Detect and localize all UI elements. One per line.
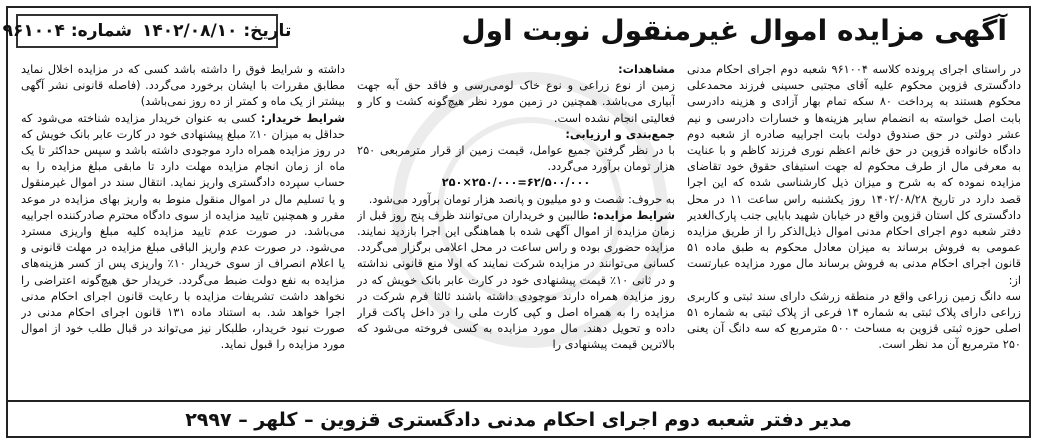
observations-heading: مشاهدات: — [618, 63, 675, 76]
date-label: تاریخ: ۱۴۰۲/۰۸/۱۰ — [141, 21, 292, 41]
continuation-text: داشته و شرایط فوق را داشته باشد کسی که در مزایده اخلال نماید مطابق مقررات با ایشان برخورد می‌گردد. (فاصله قانونی نشر آگهی بیشتر از یک ماه و کمتر از ده روز نمی‌باشد) — [21, 63, 345, 109]
date-number-box — [2, 14, 292, 48]
property-description: سه دانگ زمین زراعی واقع در منطقه زرشک دارای سند ثبتی و کاربری زراعی دارای پلاک ثبتی به شماره ۱۴ فرعی از پلاک ثبتی به شماره ۵۱ اصلی حوزه ثبتی قزوین به مساحت ۵۰۰ مترمربع که سه دانگ آن یعنی ۲۵۰ مترمربع آن مد نظر است. — [687, 289, 1021, 352]
assessment-text: با در نظر گرفتن جمیع عوامل، قیمت زمین از قرار مترمربعی ۲۵۰ هزار تومان برآورد می‌گردد. — [357, 144, 675, 174]
auction-conditions-text: طالبین و خریداران می‌توانند ظرف پنج روز قبل از زمان مزایده از اموال آگهی شده با هماهنگی این اجرا بازدید نمایند. مزایده حضوری بوده و راس ساعت در محل اعلامی برگزار می‌گردد. کسانی می‌توانند در مزایده شرکت نمایند که اولا منع قانونی نداشته و در ثانی ۱۰٪ قیمت پیشنهادی خود در کارت عابر بانک خویش که در روز مزایده همراه دارند موجودی داشته باشند ثالثا فرم شرکت در مزایده را به همراه اصل و کپی کارت ملی را در داخل پاکت قرار داده و تحویل دهند. مال مورد مزایده به کسی فروخته می‌شود که بالاترین قیمت پیشنهادی را — [357, 208, 675, 352]
notice-title: آگهی مزایده اموال غیرمنقول نوبت اول — [461, 14, 1007, 47]
observations-text: زمین از نوع زراعی و نوع خاک لومی‌رسی و فاقد حق آبه جهت آبیاری می‌باشد. همچنین در زمین مورد نظر هیچ‌گونه کشت و کار و فعالیتی انجام نشده است. — [357, 79, 675, 125]
signature-footer: مدیر دفتر شعبه دوم اجرای احکام مدنی دادگستری قزوین – کلهر – ۲۹۹۷ — [6, 400, 1031, 438]
column-right — [687, 62, 1021, 384]
assessment-heading: جمع‌بندی و ارزیابی: — [565, 127, 675, 141]
column-middle — [357, 62, 675, 384]
column-left — [21, 62, 345, 384]
auction-conditions-heading: شرایط مزایده: — [592, 208, 675, 222]
number-label: شماره: ۹۶۱۰۰۴ — [2, 21, 132, 41]
buyer-conditions-text: کسی به عنوان خریدار مزایده شناخته می‌شود که حداقل به میزان ۱۰٪ مبلغ پیشنهادی خود در کارت عابر بانک خویش که در روز مزایده همراه دارد موجودی داشته باشد و سپس حداکثر تا یک ماه از زمان انجام مزایده مهلت دارد تا مابقی مبلغ مزایده را به حساب سپرده دادگستری واریز نماید. انتقال سند در اموال غیرمنقول و یا تسلیم مال در اموال منقول منوط به واریز بهای مزایده در موعد مقرر و همچنین تایید مزایده از سوی دادگاه محترم صادرکننده اجراییه می‌باشد. در صورت عدم تایید مزایده کلیه مبلغ واریزی مسترد می‌شود. در صورت عدم واریز الباقی مبلغ مزایده در مهلت قانونی و یا اعلام انصراف از سوی خریدار ۱۰٪ واریزی پس از کسر هزینه‌های مزایده به نفع دولت ضبط می‌گردد. خریدار حق هیچ‌گونه اعتراضی را نخواهد داشت تشریفات مزایده با رعایت قانون اجرای احکام مدنی اجرا خواهد شد. به استناد ماده ۱۳۱ قانون اجرای احکام مدنی در صورت نبود خریدار، طلبکار نیز می‌تواند در قبال طلب خود از اموال مورد مزایده را قبول نماید. — [21, 111, 345, 352]
price-formula: ۲۵۰×۲۵۰/۰۰۰=۶۲/۵۰۰/۰۰۰ — [441, 176, 591, 190]
buyer-conditions-heading: شرایط خریدار: — [260, 111, 345, 125]
price-in-words: به حروف: شصت و دو میلیون و پانصد هزار تومان برآورد می‌شود. — [368, 192, 675, 206]
case-description: در راستای اجرای پرونده کلاسه ۹۶۱۰۰۴ شعبه دوم اجرای احکام مدنی دادگستری قزوین محکوم علیه آقای مجتبی حسینی فرزند محمدعلی محکوم هستند به پرداخت ۸۰ سکه تمام بهار آزادی و هزینه دادرسی بابت اصل خواسته به انضمام سایر هزینه‌ها و خسارات دادرسی و نیم عشر دولتی در حق صندوق دولت بابت اجراییه صادره از شعبه دوم دادگاه خانواده قزوین در حق خانم اعظم نوری فرزند کاظم و با عنایت به معرفی مال از طرف محکوم له جهت استیفای حقوق خود تقاضای مزایده نموده که به شرح و میزان ذیل کارشناسی شده که این اجرا قصد دارد در تاریخ ۱۴۰۲/۰۸/۲۸ روز یکشنبه راس ساعت ۱۱ در محل دادگستری کل استان قزوین واقع در خیابان شهید بابایی جنب پارک‌الغدیر دفتر شعبه دوم اجرای احکام مدنی اموال ذیل‌الذکر را از طریق مزایده عمومی به فروش برساند به میزان معادل محکوم به طبق ماده ۵۱ قانون اجرای احکام مدنی به فروش برساند مال مورد مزایده عبارتست از: — [687, 63, 1021, 287]
notice-header — [2, 6, 1031, 60]
